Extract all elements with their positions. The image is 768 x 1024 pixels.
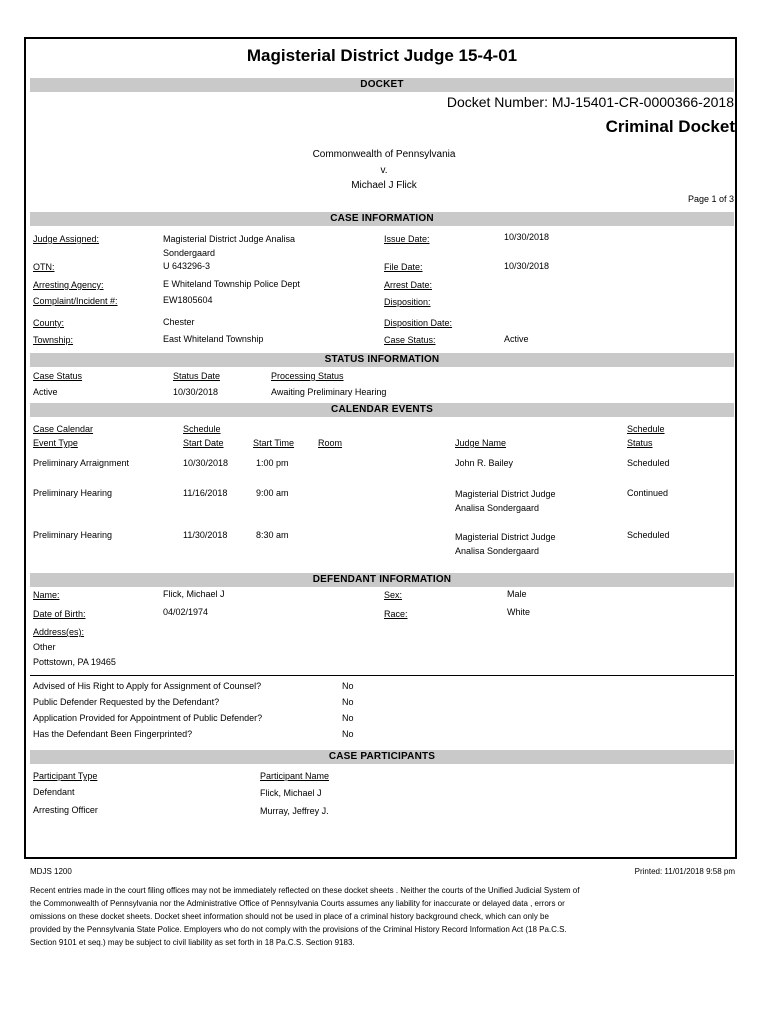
- question-answer: No: [342, 681, 354, 691]
- disposition-date-label: Disposition Date:: [384, 318, 453, 328]
- form-id: MDJS 1200: [30, 867, 72, 876]
- calendar-events-bar: [30, 403, 734, 417]
- disclaimer-line: the Commonwealth of Pennsylvania nor the Administrative Office of Pennsylvania Courts assumes any liability for inaccurate or delayed data , errors or: [30, 899, 565, 908]
- event-type: Preliminary Arraignment: [33, 458, 130, 468]
- processing-status: Awaiting Preliminary Hearing: [271, 387, 387, 397]
- cal-h-status: Status: [627, 438, 653, 448]
- complaint-label: Complaint/Incident #:: [33, 296, 118, 306]
- dob-value: 04/02/1974: [163, 607, 209, 617]
- race-value: White: [507, 607, 531, 617]
- question-text: Public Defender Requested by the Defendant?: [33, 697, 220, 707]
- sex-value: Male: [507, 589, 527, 599]
- status-col-date: Status Date: [173, 371, 221, 381]
- defendant-information-bar: [30, 573, 734, 587]
- question-text: Has the Defendant Been Fingerprinted?: [33, 729, 193, 739]
- docket-number: Docket Number: MJ-15401-CR-0000366-2018: [446, 94, 734, 110]
- case-participants-heading: CASE PARTICIPANTS: [328, 751, 436, 762]
- event-type: Preliminary Hearing: [33, 488, 113, 498]
- docket-bar: [30, 78, 734, 92]
- issue-date: 10/30/2018: [504, 232, 550, 242]
- arrest-date-label: Arrest Date:: [384, 280, 433, 290]
- question-answer: No: [342, 729, 354, 739]
- case-status-value: Active: [504, 334, 529, 344]
- case-participants-bar: [30, 750, 734, 764]
- event-judge-cont: Analisa Sondergaard: [455, 546, 540, 556]
- question-answer: No: [342, 713, 354, 723]
- sex-label: Sex:: [384, 590, 403, 600]
- file-date: 10/30/2018: [504, 261, 550, 271]
- event-status: Scheduled: [627, 458, 670, 468]
- address-label: Address(es):: [33, 627, 85, 637]
- agency-label: Arresting Agency:: [33, 280, 104, 290]
- county-value: Chester: [163, 317, 195, 327]
- township-value: East Whiteland Township: [163, 334, 264, 344]
- question-text: Application Provided for Appointment of Public Defender?: [33, 713, 263, 723]
- status-information-heading: STATUS INFORMATION: [324, 354, 440, 365]
- case-status-label: Case Status:: [384, 335, 436, 345]
- event-date: 11/30/2018: [183, 530, 228, 540]
- otn-value: U 643296-3: [163, 261, 211, 271]
- caption-line-2: v.: [380, 165, 388, 176]
- defendant-name: Flick, Michael J: [163, 589, 225, 599]
- event-judge: Magisterial District Judge: [455, 489, 556, 499]
- address-type: Other: [33, 642, 56, 652]
- case-information-heading: CASE INFORMATION: [330, 213, 434, 224]
- participant-name: Flick, Michael J: [260, 788, 322, 798]
- disposition-label: Disposition:: [384, 297, 431, 307]
- township-label: Township:: [33, 335, 74, 345]
- race-label: Race:: [384, 609, 408, 619]
- event-judge-cont: Analisa Sondergaard: [455, 503, 540, 513]
- participant-col-type: Participant Type: [33, 771, 98, 781]
- docket-type: Criminal Docket: [605, 117, 735, 136]
- address-city: Pottstown, PA 19465: [33, 657, 116, 667]
- cal-h-judge-name: Judge Name: [455, 438, 507, 448]
- calendar-events-heading: CALENDAR EVENTS: [331, 404, 433, 415]
- disclaimer-line: omissions on these docket sheets. Docket sheet information should not be used in place of a criminal history background check, which can only be: [30, 912, 549, 921]
- status-col-processing: Processing Status: [271, 371, 344, 381]
- status-information-bar: [30, 353, 734, 367]
- judge-label: Judge Assigned:: [33, 234, 100, 244]
- page-number: Page 1 of 3: [687, 194, 734, 204]
- event-judge: John R. Bailey: [455, 458, 514, 468]
- event-status: Continued: [627, 488, 669, 498]
- cal-h-start-time: Start Time: [253, 438, 295, 448]
- question-text: Advised of His Right to Apply for Assignment of Counsel?: [33, 681, 262, 691]
- caption-line-1: Commonwealth of Pennsylvania: [312, 149, 456, 160]
- participant-type: Arresting Officer: [33, 805, 98, 815]
- cal-h-room: Room: [318, 438, 343, 448]
- judge-value: Magisterial District Judge Analisa: [163, 234, 296, 244]
- event-type: Preliminary Hearing: [33, 530, 113, 540]
- event-status: Scheduled: [627, 530, 670, 540]
- status-date: 10/30/2018: [173, 387, 219, 397]
- event-time: 1:00 pm: [256, 458, 289, 468]
- question-answer: No: [342, 697, 354, 707]
- event-time: 8:30 am: [256, 530, 289, 540]
- cal-h-schedule: Schedule: [183, 424, 221, 434]
- section-divider: [30, 675, 734, 676]
- judge-value-cont: Sondergaard: [163, 248, 216, 258]
- dob-label: Date of Birth:: [33, 609, 86, 619]
- page-title: Magisterial District Judge 15-4-01: [246, 46, 518, 65]
- disclaimer-line: Recent entries made in the court filing offices may not be immediately reflected on these docket sheets . Neither the courts of the Unified Judicial System of: [30, 886, 580, 895]
- docket-bar-label: DOCKET: [360, 79, 404, 90]
- complaint-value: EW1805604: [163, 295, 213, 305]
- status-col-case-status: Case Status: [33, 371, 83, 381]
- participant-type: Defendant: [33, 787, 75, 797]
- county-label: County:: [33, 318, 65, 328]
- cal-h-schedule-2: Schedule: [627, 424, 665, 434]
- cal-h-start-date: Start Date: [183, 438, 224, 448]
- otn-label: OTN:: [33, 262, 55, 272]
- defendant-information-heading: DEFENDANT INFORMATION: [312, 574, 452, 585]
- event-time: 9:00 am: [256, 488, 289, 498]
- issue-date-label: Issue Date:: [384, 234, 430, 244]
- event-date: 10/30/2018: [183, 458, 229, 468]
- disclaimer-line: Section 9101 et seq.) may be subject to civil liability as set forth in 18 Pa.C.S. Section 9183.: [30, 938, 355, 947]
- status-case-status: Active: [33, 387, 58, 397]
- caption-line-3: Michael J Flick: [351, 180, 417, 191]
- case-information-bar: [30, 212, 734, 226]
- cal-h-event-type: Event Type: [33, 438, 78, 448]
- participant-col-name: Participant Name: [260, 771, 330, 781]
- participant-name: Murray, Jeffrey J.: [260, 806, 329, 816]
- printed-timestamp: Printed: 11/01/2018 9:58 pm: [634, 867, 735, 876]
- event-judge: Magisterial District Judge: [455, 532, 556, 542]
- event-date: 11/16/2018: [183, 488, 228, 498]
- file-date-label: File Date:: [384, 262, 423, 272]
- disclaimer-line: provided by the Pennsylvania State Police. Employers who do not comply with the provisions of the Criminal History Record Information Act (18 Pa.C.S.: [30, 925, 567, 934]
- agency-value: E Whiteland Township Police Dept: [163, 279, 300, 289]
- defendant-name-label: Name:: [33, 590, 60, 600]
- cal-h-case-calendar: Case Calendar: [33, 424, 94, 434]
